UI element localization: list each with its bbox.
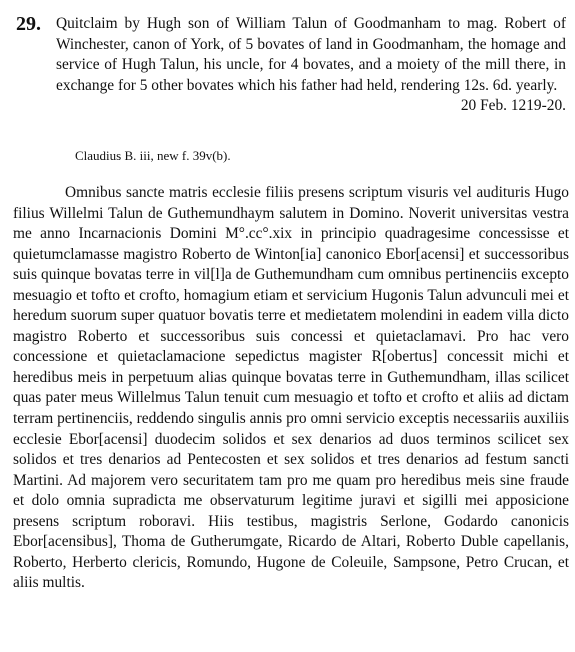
entry-summary <box>56 14 566 117</box>
manuscript-source: Claudius B. iii, new f. 39v(b). <box>75 148 231 163</box>
entry-date: 20 Feb. 1219-20. <box>460 97 566 115</box>
charter-text: Omnibus sancte matris ecclesie filiis presens scriptum visuris vel audituris Hugo filius Willelmi Talun de Guthemundhaym salutem in Domino. Noverit universitas vestra me anno Incarnacionis Domini M°.cc°.xix in principio quadragesime concessisse et quietumclamasse magistro Roberto de Winton[ia] canonico Ebor[acensi] et successoribus suis quinque bovatas terre in vil[l]a de Guthemundham cum omnibus pertinenciis excepto mesuagio et tofto et crofto, homagium etiam et servicium Hugonis Talun advunculi mei et heredum suorum super quatuor bovatis terre et medietatem molendini in eadem villa dicto magistro Roberto et successoribus suis concessi et quietaclamavi. Pro hac vero concessione et quietaclamacione sepedictus magister R[obertus] concessit michi et heredibus meis in perpetuum alias quinque bovatas terre in Guthemundham, illas scilicet quas pater meus Willelmus Talun tenuit cum mesuagio et tofto et crofto et aliis ad dictam terram pertinenciis, reddendo singulis annis pro omni servicio exceptis necessariis auxiliis ecclesie Ebor[acensi] duodecim solidos et sex denarios ad duos terminos scilicet sex solidos et tres denarios ad Pentecosten et sex solidos et tres denarios ad festum sancti Martini. Ad majorem vero securitatem tam pro me quam pro heredibus meis sine fraude et dolo omnia supradicta me observaturum legitime juravi et sigilli mei apposicione presens scriptum roboravi. Hiis testibus, magistris Serlone, Godardo canonicis Ebor[acensibus], Thoma de Gutherumgate, Ricardo de Altari, Roberto Duble capellanis, Roberto, Herberto clericis, Romundo, Hugone de Coleuile, Sampsone, Petro Crucan, et aliis multis. <box>13 184 569 592</box>
entry-number: 29. <box>16 13 41 35</box>
summary-text: Quitclaim by Hugh son of William Talun of Goodmanham to mag. Robert of Winchester, canon of York, of 5 bovates of land in Goodmanham, the homage and service of Hugh Talun, his uncle, for 4 bovates, and a moiety of the mill there, in exchange for 5 other bovates which his father had held, rendering 12s. 6d. yearly. <box>56 15 566 94</box>
